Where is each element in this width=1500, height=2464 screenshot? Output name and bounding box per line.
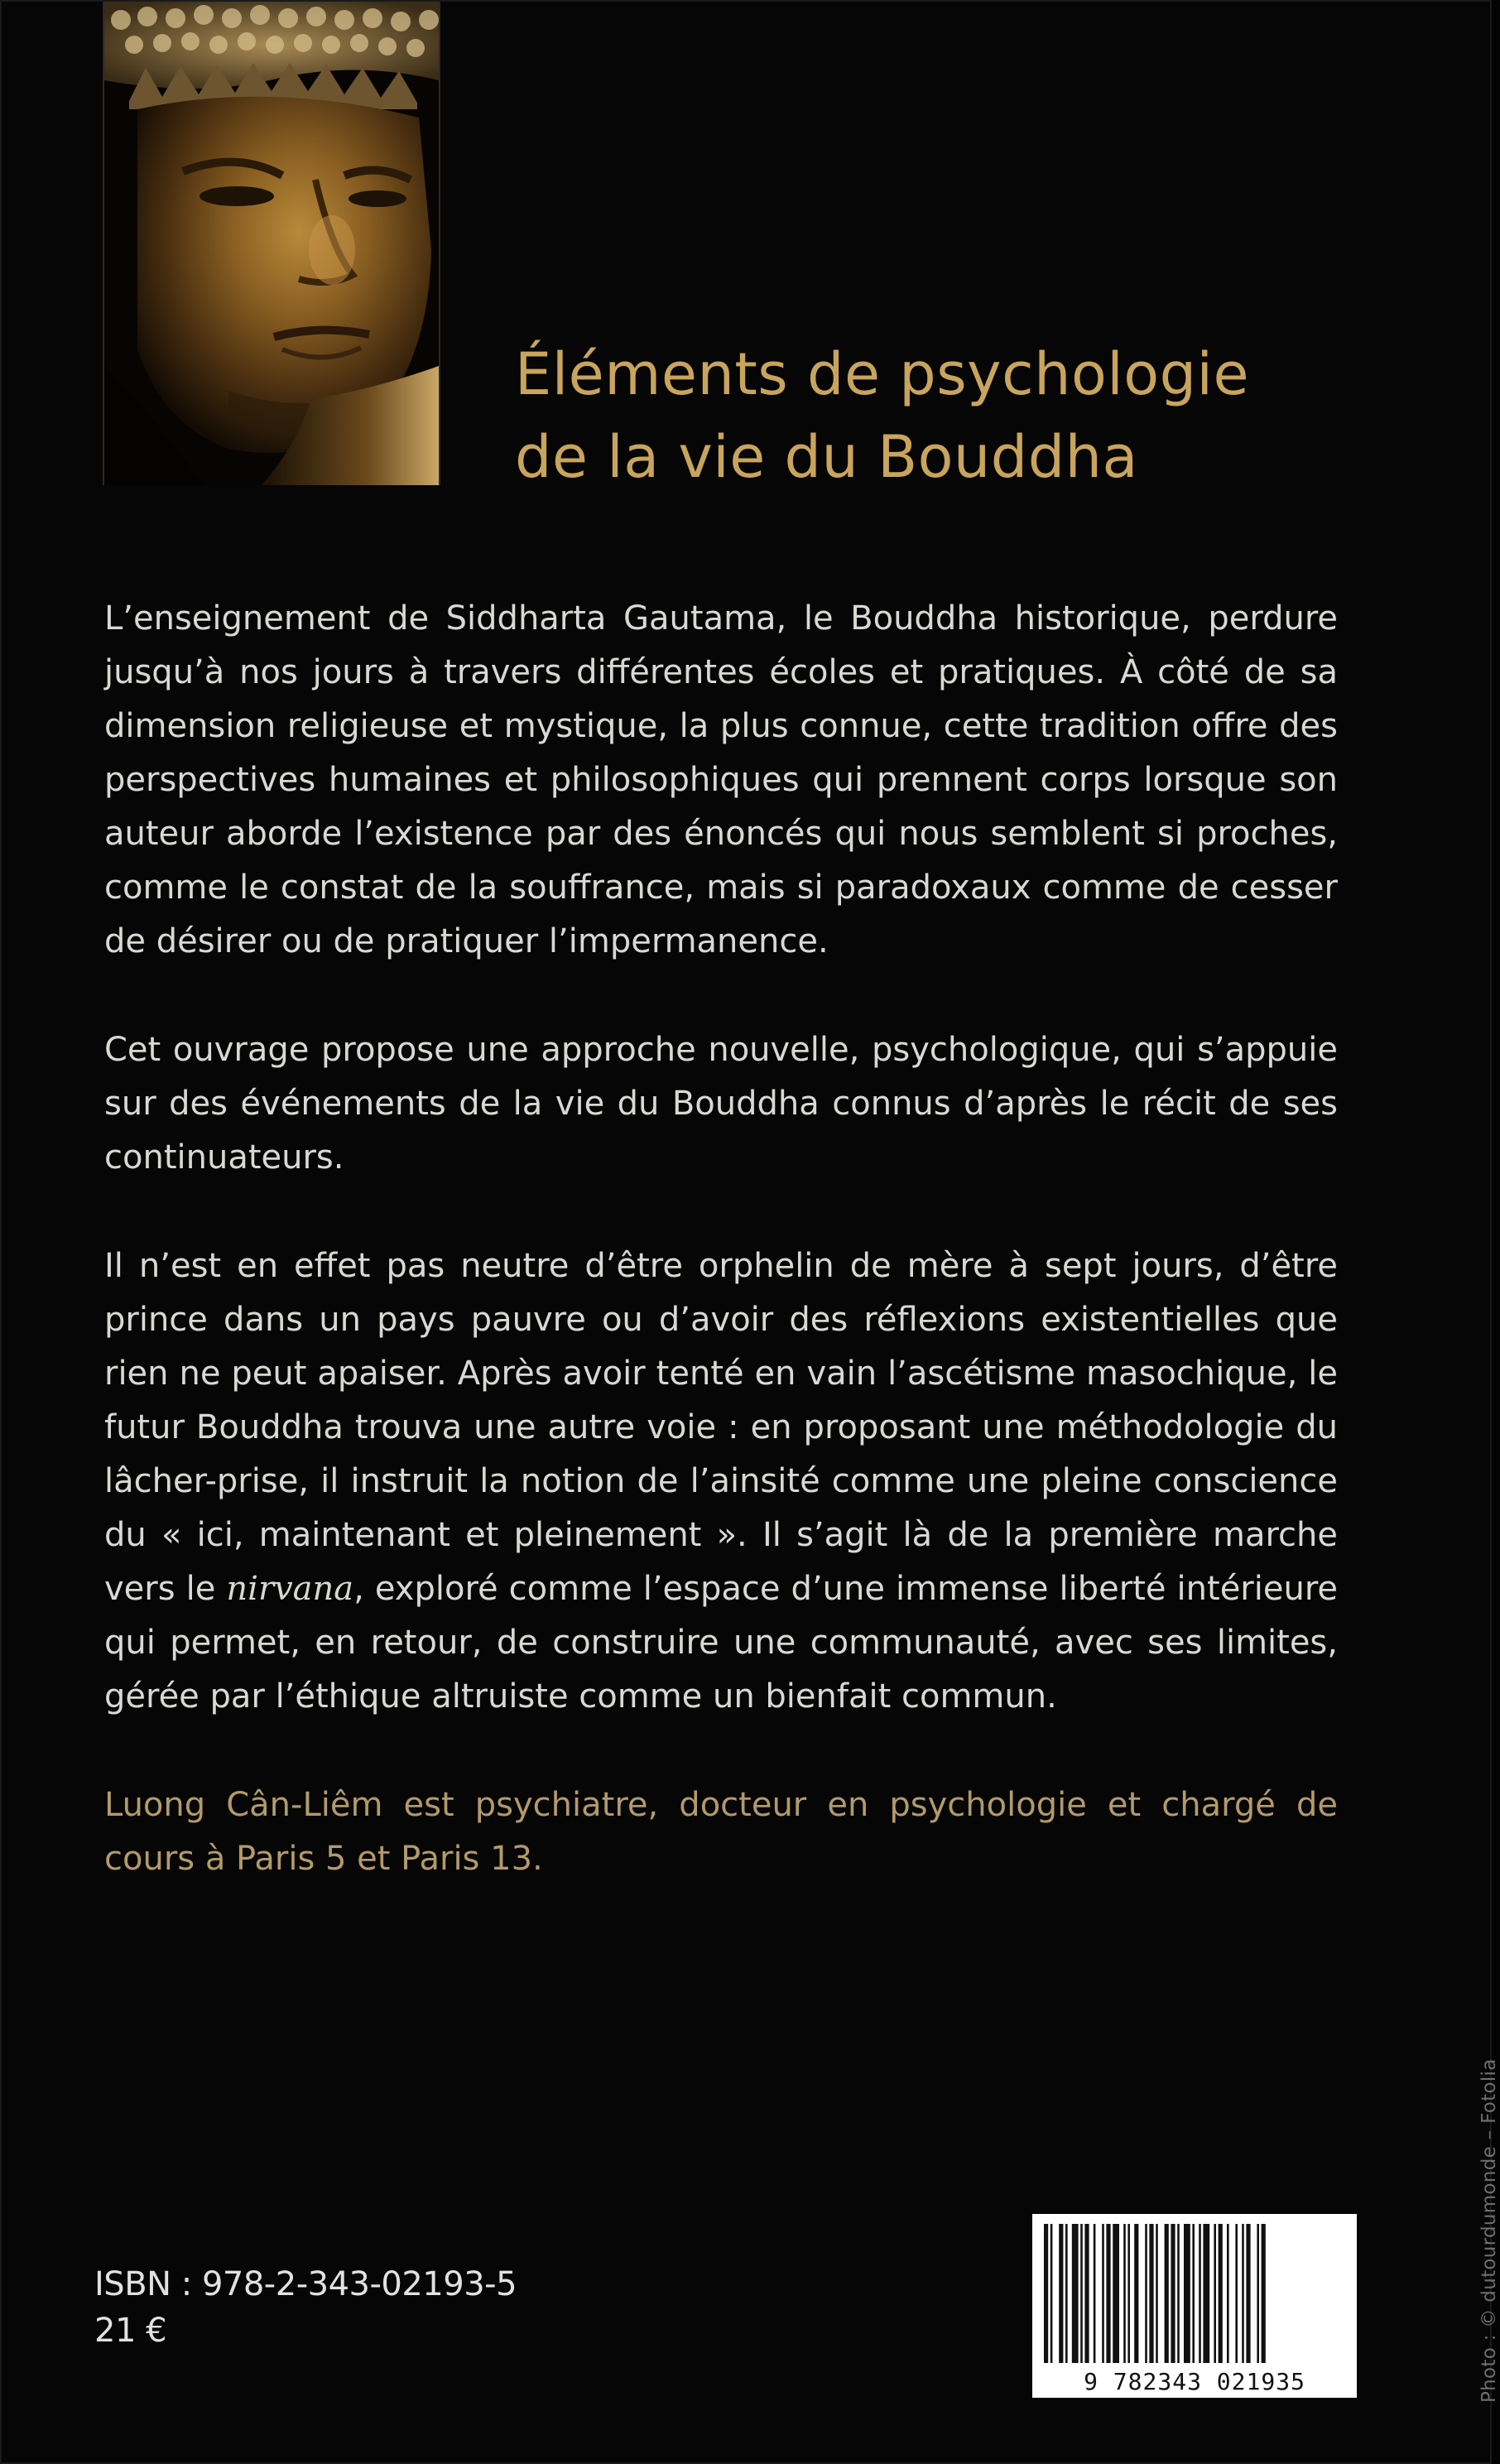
book-title-line-1: Éléments de psychologie	[515, 340, 1250, 408]
barcode-bar	[1203, 2224, 1209, 2363]
barcode-bar	[1262, 2224, 1266, 2363]
barcode-bar	[1246, 2224, 1250, 2363]
photo-credit: Photo : © dutourdumonde – Fotolia	[1478, 2058, 1500, 2403]
price: 21 €	[94, 2312, 167, 2350]
isbn-number: ISBN : 978-2-343-02193-5	[94, 2265, 517, 2303]
barcode-bar	[1145, 2224, 1147, 2363]
author-bio: Luong Cân-Liêm est psychiatre, docteur en psychologie et chargé de cours à Paris 5 et Paris 13.	[104, 1786, 1338, 1878]
buddha-head-image	[104, 2, 439, 485]
barcode-bar	[1080, 2224, 1083, 2363]
barcode-bar	[1156, 2224, 1158, 2363]
barcode-bar	[1050, 2224, 1053, 2363]
paragraph-3-part-1: Il n’est en effet pas neutre d’être orphelin de mère à sept jours, d’être prince dans un pays pauvre ou d’avoir des réflexions existentielles que rien ne peut apaiser. Après avoir tenté en vain l’ascétisme masochique, le futur Bouddha trouva une autre voie : en proposant une méthodologie du lâcher-prise, il instruit la notion de l’ainsité comme une pleine conscience du « ici, maintenant et pleinement ». Il s’agit là de la première marche vers le	[104, 1247, 1338, 1608]
barcode-bar	[1199, 2224, 1201, 2363]
barcode-digits: 9 782343 021935	[1084, 2368, 1305, 2395]
barcode-bar	[1094, 2224, 1096, 2363]
barcode-bar	[1149, 2224, 1153, 2363]
barcode-bar	[1059, 2224, 1063, 2363]
barcode-bar	[1123, 2224, 1126, 2363]
barcode-bar	[1102, 2224, 1104, 2363]
description-paragraph-3	[104, 1239, 1338, 1724]
paragraph-3-part-2: , exploré comme l’espace d’une immense liberté intérieure qui permet, en retour, de construire une communauté, avec ses limites, gérée par l’éthique altruiste comme un bienfait commun.	[104, 1570, 1338, 1716]
buddha-statue-photo	[103, 2, 440, 485]
barcode-bar	[1214, 2224, 1216, 2363]
description-paragraph-1: L’enseignement de Siddharta Gautama, le Bouddha historique, perdure jusqu’à nos jours à travers différentes écoles et pratiques. À côté de sa dimension religieuse et mystique, la plus connue, cette tradition offre des perspectives humaines et philosophiques qui prennent corps lorsque son auteur aborde l’existence par des énoncés qui nous semblent si proches, comme le constat de la souffrance, mais si paradoxaux comme de cesser de désirer ou de pratiquer l’impermanence.	[104, 599, 1338, 960]
barcode-bar	[1227, 2224, 1229, 2363]
book-title-line-2: de la vie du Bouddha	[515, 423, 1138, 491]
barcode-bar	[1127, 2224, 1130, 2363]
barcode-bar	[1084, 2224, 1089, 2363]
barcode-bar	[1171, 2224, 1175, 2363]
barcode-bar	[1065, 2224, 1068, 2363]
nirvana-term: nirvana	[226, 1570, 354, 1608]
barcode-bar	[1106, 2224, 1110, 2363]
barcode-bar	[1257, 2224, 1259, 2363]
description-paragraph-2: Cet ouvrage propose une approche nouvelle, psychologique, qui s’appuie sur des événements de la vie du Bouddha connus d’après le récit de ses continuateurs.	[104, 1031, 1338, 1177]
book-description	[104, 592, 1338, 1886]
barcode-bar	[1177, 2224, 1180, 2363]
barcode-bar	[1192, 2224, 1195, 2363]
barcode-bar	[1242, 2224, 1244, 2363]
barcode-bar	[1134, 2224, 1138, 2363]
publishing-info	[94, 2261, 517, 2354]
barcode-bar	[1044, 2224, 1048, 2363]
barcode-bar	[1113, 2224, 1119, 2363]
book-title	[515, 333, 1425, 498]
barcode-bar	[1165, 2224, 1169, 2363]
barcode-bar	[1072, 2224, 1079, 2363]
barcode-bar	[1219, 2224, 1223, 2363]
isbn-barcode	[1032, 2214, 1357, 2398]
barcode-bar	[1184, 2224, 1190, 2363]
barcode-bar	[1235, 2224, 1238, 2363]
